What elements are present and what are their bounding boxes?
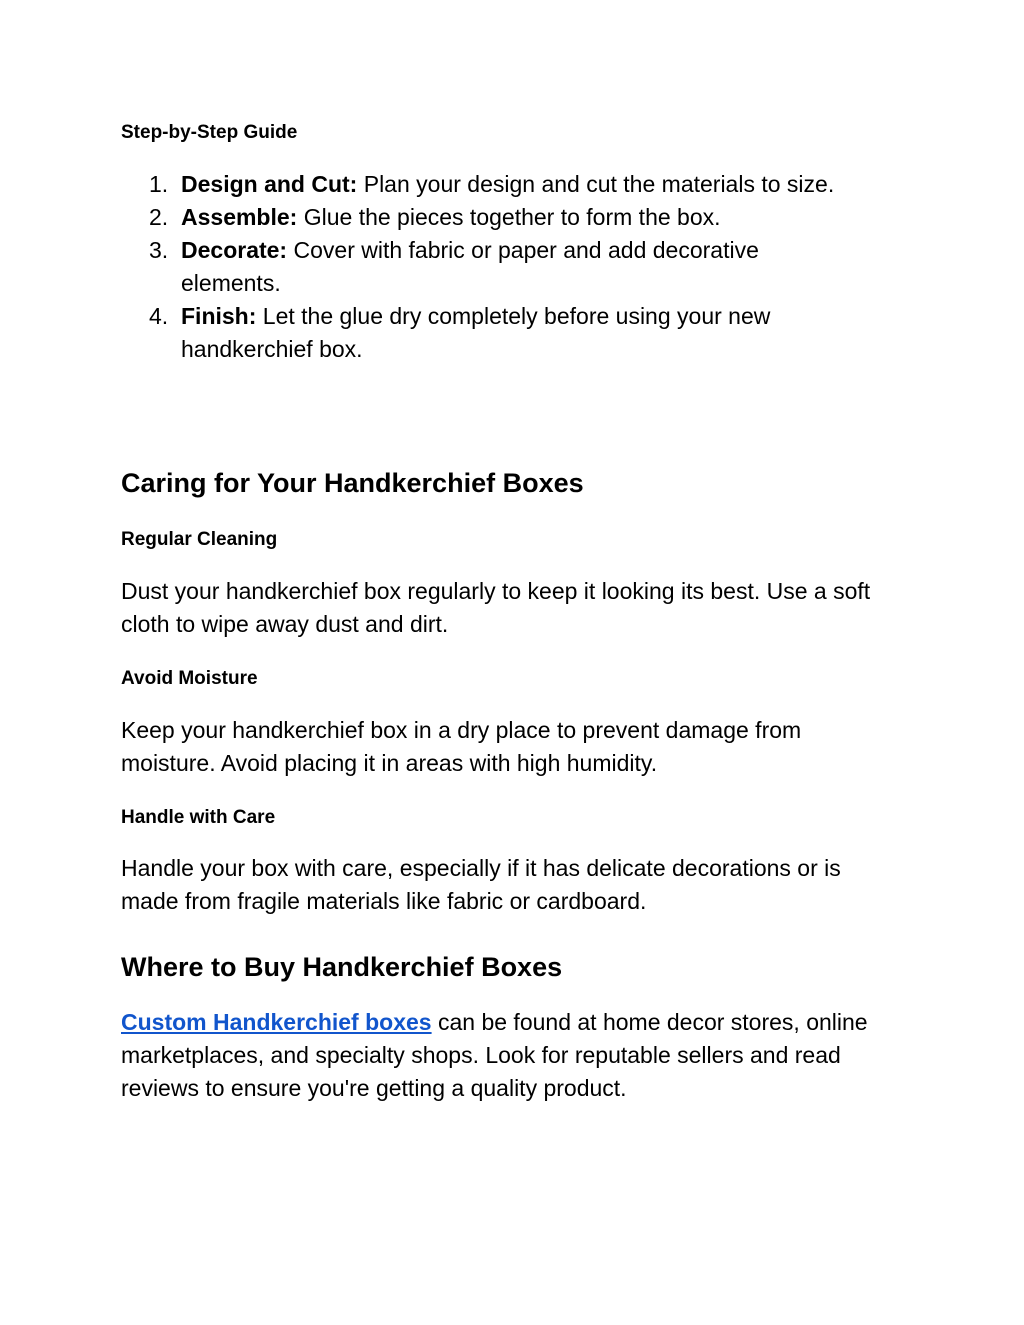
handle-care-heading: Handle with Care [121,807,276,828]
caring-heading: Caring for Your Handkerchief Boxes [121,468,584,498]
avoid-moisture-heading: Avoid Moisture [121,668,258,689]
step-number: 4. [149,303,169,329]
step-label: Finish: [181,303,257,329]
step-number: 3. [149,237,169,263]
step-label: Decorate: [181,237,288,263]
step-item [121,201,911,234]
step-item [121,168,911,201]
where-to-buy-body [121,1006,891,1105]
avoid-moisture-body: Keep your handkerchief box in a dry place to prevent damage from moisture. Avoid placing it in areas with high humidity. [121,717,802,776]
step-item [121,300,841,366]
where-to-buy-text: can be found at home decor stores, online marketplaces, and specialty shops. Look for reputable sellers and read reviews to ensure you're getting a quality product. [121,1009,868,1101]
step-number: 1. [149,171,169,197]
regular-cleaning-heading: Regular Cleaning [121,529,278,550]
step-guide-heading: Step-by-Step Guide [121,122,298,143]
step-text: Plan your design and cut the materials to size. [357,171,835,197]
custom-handkerchief-boxes-link[interactable]: Custom Handkerchief boxes [121,1009,432,1035]
handle-care-body: Handle your box with care, especially if it has delicate decorations or is made from fragile materials like fabric or cardboard. [121,855,841,914]
step-text: Let the glue dry completely before using your new handkerchief box. [181,303,771,362]
step-text: Cover with fabric or paper and add decorative elements. [181,237,759,296]
step-number: 2. [149,204,169,230]
regular-cleaning-body: Dust your handkerchief box regularly to keep it looking its best. Use a soft cloth to wipe away dust and dirt. [121,578,871,637]
step-text: Glue the pieces together to form the box. [297,204,721,230]
step-item [121,234,821,300]
step-list [121,168,911,366]
step-label: Design and Cut: [181,171,358,197]
where-to-buy-heading: Where to Buy Handkerchief Boxes [121,952,563,982]
step-label: Assemble: [181,204,298,230]
